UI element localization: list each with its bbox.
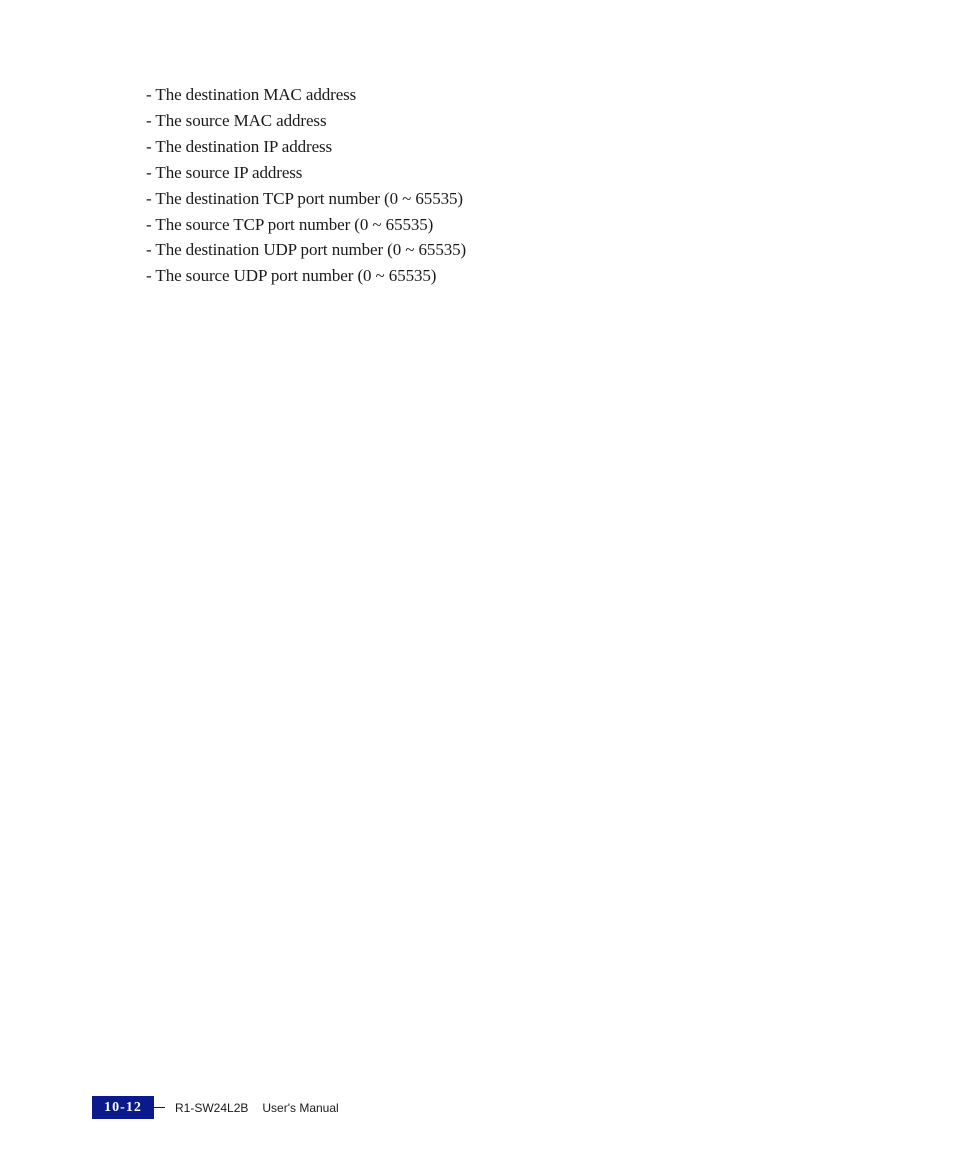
list-item: - The destination TCP port number (0 ~ 65535)	[146, 188, 463, 208]
list-item: - The source MAC address	[146, 110, 327, 130]
list-item: - The source TCP port number (0 ~ 65535)	[146, 214, 434, 234]
page-footer	[92, 1096, 339, 1119]
list-item: - The source UDP port number (0 ~ 65535)	[146, 266, 437, 286]
list-item: - The destination MAC address	[146, 85, 357, 104]
match-criteria-list	[146, 82, 466, 289]
page-number-badge: 10-12	[92, 1096, 154, 1119]
list-item: - The destination IP address	[146, 136, 333, 156]
footer-model-name: R1-SW24L2B	[175, 1100, 249, 1115]
list-item: - The source IP address	[146, 162, 303, 182]
list-item: - The destination UDP port number (0 ~ 65535)	[146, 240, 467, 260]
footer-manual-title: User's Manual	[262, 1100, 339, 1115]
footer-divider	[154, 1107, 165, 1108]
page-content	[146, 82, 466, 289]
